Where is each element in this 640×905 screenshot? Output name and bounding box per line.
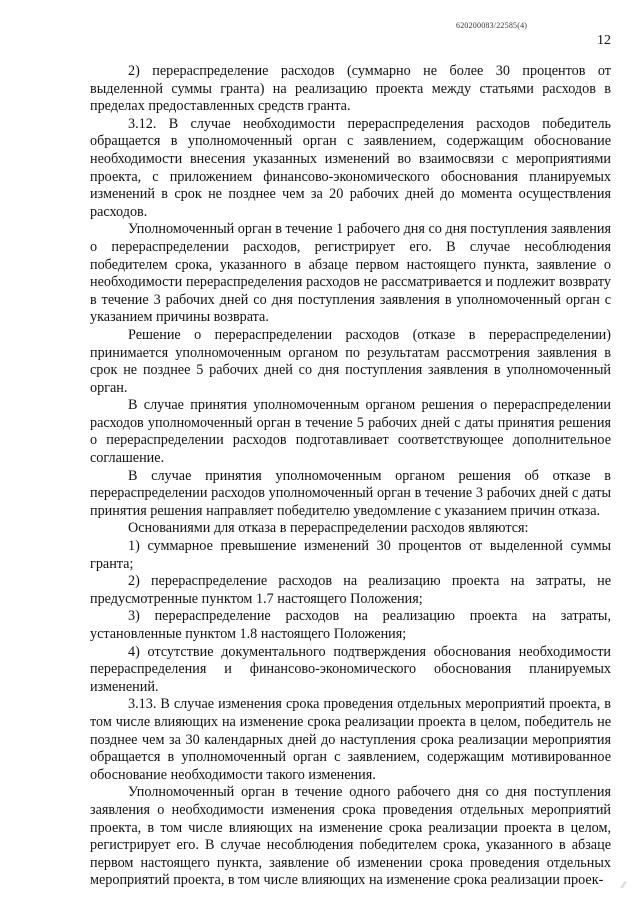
scan-mark: ⁄⁄ <box>622 880 626 890</box>
paragraph-additional-agreement: В случае принятия уполномоченным органом решения о перераспределении расходов уполномоченный орган в течение 5 рабочих дней с даты принятия решения о перераспределении расходов подготавливает соответствующее дополнительное соглашение. <box>90 397 611 467</box>
document-id: 620200083/22585(4) <box>456 21 528 30</box>
list-item-ground-3: 3) перераспределение расходов на реализацию проекта на затраты, установленные пунктом 1.8 настоящего Положения; <box>90 608 611 642</box>
paragraph-registration: Уполномоченный орган в течение 1 рабочего дня со дня поступления заявления о перераспределении расходов, регистрирует его. В случае несоблюдения победителем срока, указанного в абзаце первом настоящего пункта, заявление о необходимости перераспределения расходов не рассматривается и подлежит возврату в течение 3 рабочих дней со дня поступления заявления в уполномоченный орган с указанием причины возврата. <box>90 221 611 326</box>
document-body <box>90 63 611 890</box>
paragraph-term-change-registration: Уполномоченный орган в течение одного рабочего дня со дня поступления заявления о необходимости изменения срока проведения отдельных мероприятий проекта, в том числе влияющих на изменение срока реализации проекта в целом, регистрирует его. В случае несоблюдения победителем срока, указанного в абзаце первом настоящего пункта, заявление об изменении срока проведения отдельных мероприятий проекта, в том числе влияющих на изменение срока реализации проек- <box>90 784 611 889</box>
paragraph-decision: Решение о перераспределении расходов (отказе в перераспределении) принимается уполномоченным органом по результатам рассмотрения заявления в срок не позднее 5 рабочих дней со дня поступления заявления в уполномоченный орган. <box>90 326 611 396</box>
paragraph-3-13: 3.13. В случае изменения срока проведения отдельных мероприятий проекта, в том числе влияющих на изменение срока реализации проекта в целом, победитель не позднее чем за 30 календарных дней до наступления срока реализации мероприятия обращается в уполномоченный орган с заявлением, содержащим мотивированное обоснование необходимости такого изменения. <box>90 696 611 783</box>
paragraph-refusal-notice: В случае принятия уполномоченным органом решения об отказе в перераспределении расходов уполномоченный орган в течение 3 рабочих дней с даты принятия решения направляет победителю уведомление с указанием причин отказа. <box>90 467 611 519</box>
page-number: 12 <box>597 33 611 48</box>
paragraph-3-12: 3.12. В случае необходимости перераспределения расходов победитель обращается в уполномоченный орган с заявлением, содержащим обоснование необходимости внесения указанных изменений во взаимосвязи с мероприятиями проекта, с приложением финансово-экономического обоснования планируемых изменений в срок не позднее чем за 20 рабочих дней до момента осуществления расходов. <box>90 115 611 220</box>
paragraph-redistribution-item-2: 2) перераспределение расходов (суммарно не более 30 процентов от выделенной суммы гранта) на реализацию проекта между статьями расходов в пределах предоставленных средств гранта. <box>90 63 611 115</box>
list-item-ground-4: 4) отсутствие документального подтверждения обоснования необходимости перераспределения и финансово-экономического обоснования планируемых изменений. <box>90 643 611 695</box>
list-item-ground-1: 1) суммарное превышение изменений 30 процентов от выделенной суммы гранта; <box>90 538 611 572</box>
list-item-ground-2: 2) перераспределение расходов на реализацию проекта на затраты, не предусмотренные пунктом 1.7 настоящего Положения; <box>90 573 611 607</box>
paragraph-refusal-grounds: Основаниями для отказа в перераспределении расходов являются: <box>128 520 529 537</box>
